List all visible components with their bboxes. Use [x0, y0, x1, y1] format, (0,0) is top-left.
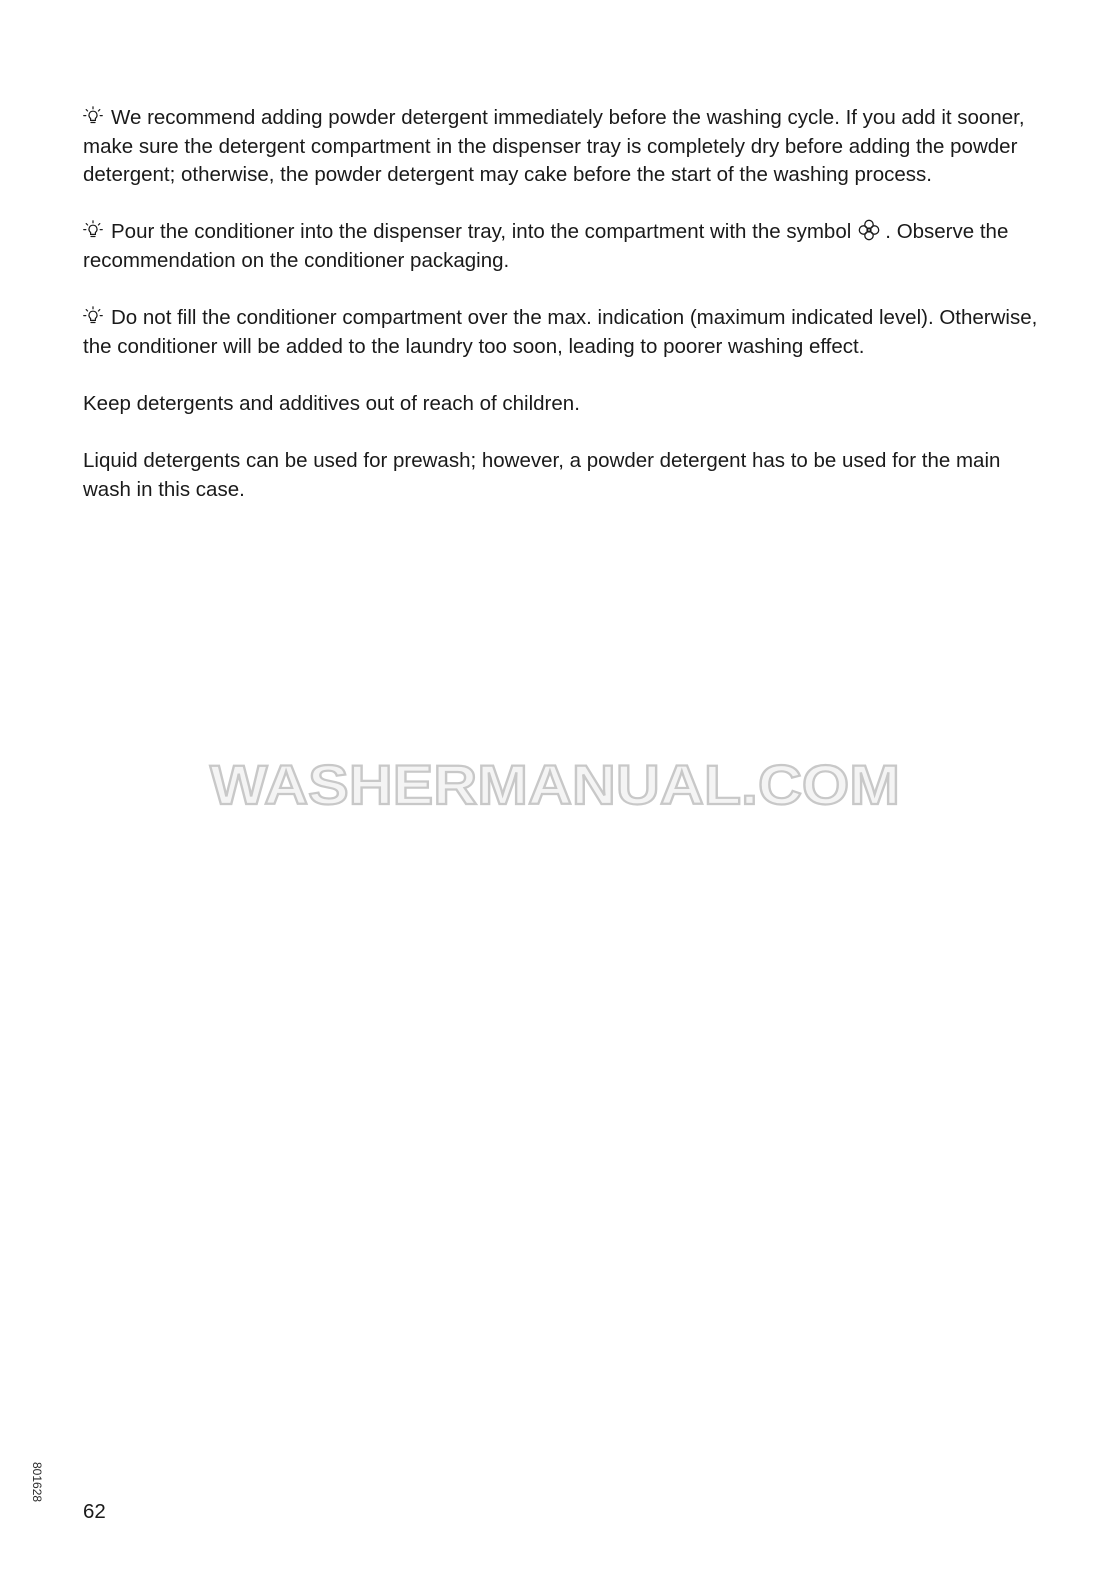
watermark	[205, 752, 905, 822]
paragraph-text: We recommend adding powder detergent immediately before the washing cycle. If you add it sooner, make sure the detergent compartment in the dispenser tray is completely dry before adding the powder detergent; otherwise, the powder detergent may cake before the start of the washing process.	[83, 106, 1025, 187]
tip-paragraph-powder	[83, 104, 1043, 190]
light-bulb-icon	[83, 220, 103, 240]
paragraph-children-safety	[83, 390, 1043, 419]
flower-icon	[857, 218, 881, 242]
tip-paragraph-conditioner	[83, 218, 1043, 275]
paragraph-text: Do not fill the conditioner compartment over the max. indication (maximum indicated level). Otherwise, the conditioner will be added to the laundry too soon, leading to poorer washing effect.	[83, 306, 1038, 358]
paragraph-text: Liquid detergents can be used for prewash; however, a powder detergent has to be used for the main wash in this case.	[83, 449, 1001, 501]
paragraph-text-after-symbol: . Observe the recommendation on the conditioner packaging.	[83, 220, 1009, 272]
page-number: 62	[83, 1500, 106, 1523]
paragraph-text-before-symbol: Pour the conditioner into the dispenser tray, into the compartment with the symbol	[111, 220, 852, 244]
tip-paragraph-max-level	[83, 304, 1043, 361]
light-bulb-icon	[83, 106, 103, 126]
light-bulb-icon	[83, 306, 103, 326]
document-code: 801628	[30, 1462, 44, 1503]
paragraph-liquid-detergents	[83, 447, 1043, 504]
watermark-text: WASHERMANUAL.COM	[210, 753, 901, 816]
paragraph-text: Keep detergents and additives out of reach of children.	[83, 391, 580, 415]
manual-body	[83, 104, 1043, 533]
